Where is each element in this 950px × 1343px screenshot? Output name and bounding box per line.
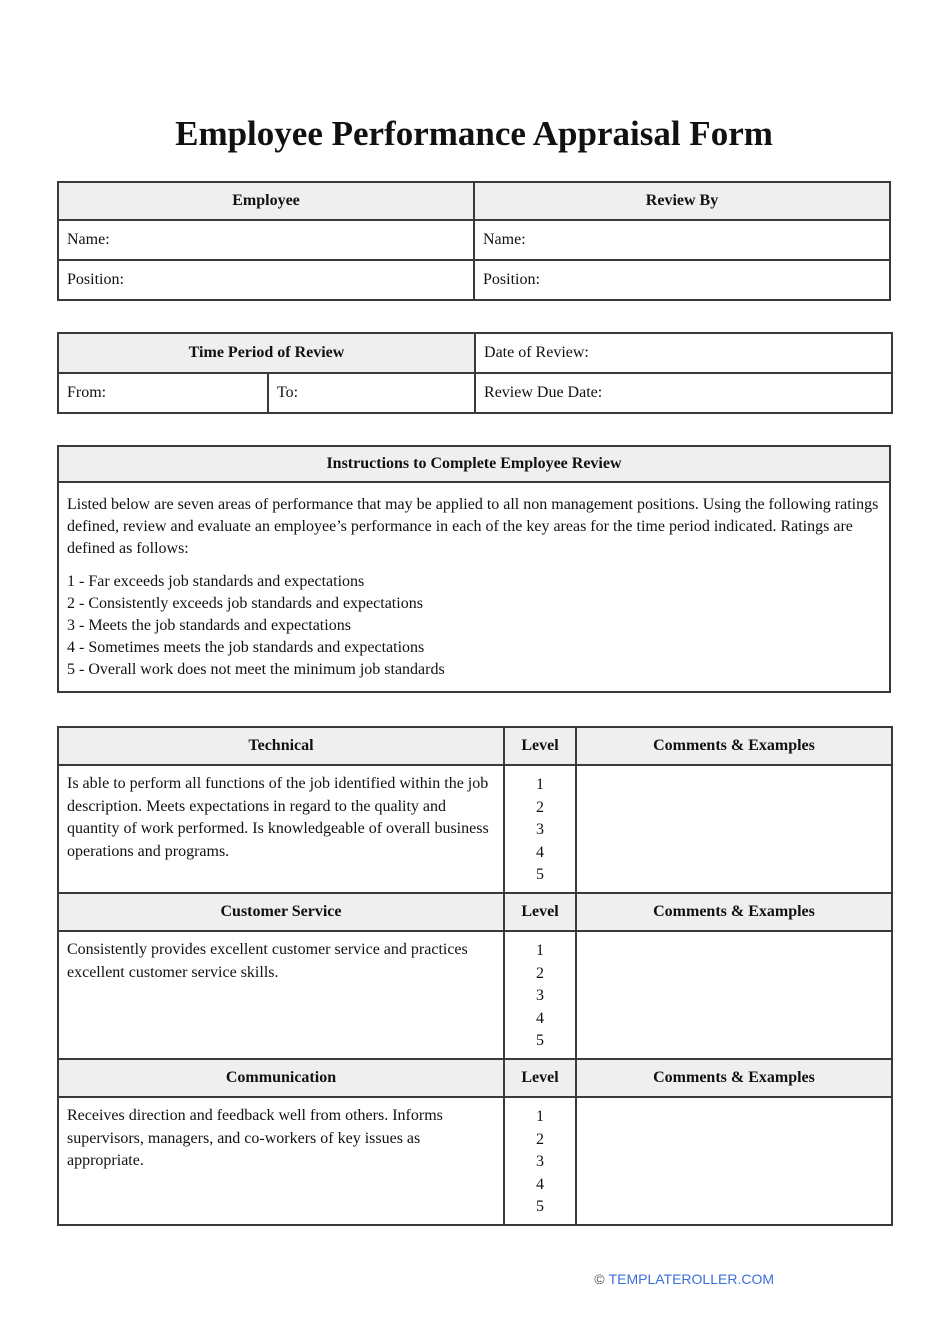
- level-option-2[interactable]: 2: [536, 1130, 544, 1148]
- level-options-communication: [504, 1097, 576, 1225]
- comments-field-customer-service[interactable]: [576, 931, 892, 1059]
- level-option-2[interactable]: 2: [536, 964, 544, 982]
- instructions-paragraph: Listed below are seven areas of performance that may be applied to all non management positions. Using the following ratings defined, review and evaluate an employee’s performance in each of the key areas for the time period indicated. Ratings are defined as follows:: [67, 496, 879, 557]
- level-option-3[interactable]: 3: [536, 821, 544, 838]
- rating-definition-2: 2 - Consistently exceeds job standards and expectations: [67, 595, 423, 612]
- review-due-date-label: Review Due Date:: [484, 384, 603, 401]
- rating-definition-4: 4 - Sometimes meets the job standards and expectations: [67, 639, 425, 656]
- reviewer-name-field[interactable]: [474, 220, 890, 260]
- level-option-4[interactable]: 4: [536, 1009, 544, 1027]
- rating-definition-3: 3 - Meets the job standards and expectations: [67, 617, 351, 634]
- level-options-customer-service: [504, 931, 576, 1059]
- section-description-customer-service: Consistently provides excellent customer service and practices excellent customer service skills.: [58, 931, 504, 1059]
- level-option-1[interactable]: 1: [536, 942, 544, 959]
- copyright-symbol: ©: [594, 1271, 605, 1287]
- level-column-header: Level: [504, 727, 576, 765]
- level-column-header: Level: [504, 893, 576, 931]
- section-title-customer-service: Customer Service: [58, 893, 504, 931]
- section-header-customer-service: [58, 893, 892, 931]
- review-due-date-field[interactable]: [475, 373, 892, 413]
- comments-column-header: Comments & Examples: [576, 893, 892, 931]
- section-title-communication: Communication: [58, 1059, 504, 1097]
- page-title: Employee Performance Appraisal Form: [175, 114, 773, 153]
- level-option-3[interactable]: 3: [536, 1153, 544, 1170]
- employee-name-field[interactable]: [58, 220, 474, 260]
- level-option-1[interactable]: 1: [536, 1108, 544, 1125]
- instructions-header: Instructions to Complete Employee Review: [59, 447, 889, 483]
- templateroller-link[interactable]: TEMPLATEROLLER.COM: [608, 1271, 774, 1287]
- time-period-header: Time Period of Review: [58, 333, 475, 373]
- from-date-field[interactable]: [58, 373, 268, 413]
- reviewer-name-label: Name:: [483, 231, 526, 248]
- level-column-header: Level: [504, 1059, 576, 1097]
- level-option-4[interactable]: 4: [536, 1175, 544, 1193]
- level-option-5[interactable]: 5: [536, 1198, 544, 1215]
- footer: [57, 1271, 774, 1287]
- to-date-field[interactable]: [268, 373, 475, 413]
- employee-position-label: Position:: [67, 271, 124, 288]
- review-by-column-header: Review By: [474, 182, 890, 220]
- table-row: [58, 220, 890, 260]
- rating-definition-1: 1 - Far exceeds job standards and expectations: [67, 573, 365, 590]
- section-header-communication: [58, 1059, 892, 1097]
- table-row: [58, 260, 890, 300]
- comments-column-header: Comments & Examples: [576, 1059, 892, 1097]
- date-of-review-field[interactable]: [475, 333, 892, 373]
- from-label: From:: [67, 384, 107, 401]
- section-body-customer-service: [58, 931, 892, 1059]
- comments-field-communication[interactable]: [576, 1097, 892, 1225]
- section-title-technical: Technical: [58, 727, 504, 765]
- instructions-box: [57, 445, 891, 693]
- employee-review-table: [57, 181, 891, 301]
- employee-position-field[interactable]: [58, 260, 474, 300]
- section-body-communication: [58, 1097, 892, 1225]
- section-description-communication: Receives direction and feedback well from others. Informs supervisors, managers, and co-workers of key issues as appropriate.: [58, 1097, 504, 1225]
- employee-table-header-row: [58, 182, 890, 220]
- comments-field-technical[interactable]: [576, 765, 892, 893]
- level-option-1[interactable]: 1: [536, 776, 544, 793]
- period-table-row-2: [58, 373, 892, 413]
- employee-column-header: Employee: [58, 182, 474, 220]
- reviewer-position-label: Position:: [483, 271, 540, 288]
- instructions-body: [59, 483, 889, 691]
- level-option-3[interactable]: 3: [536, 987, 544, 1004]
- level-option-5[interactable]: 5: [536, 866, 544, 883]
- reviewer-position-field[interactable]: [474, 260, 890, 300]
- level-option-2[interactable]: 2: [536, 798, 544, 816]
- level-option-5[interactable]: 5: [536, 1032, 544, 1049]
- level-options-technical: [504, 765, 576, 893]
- section-header-technical: [58, 727, 892, 765]
- comments-column-header: Comments & Examples: [576, 727, 892, 765]
- to-label: To:: [277, 384, 299, 401]
- performance-table: [57, 726, 893, 1226]
- rating-definition-5: 5 - Overall work does not meet the minimum job standards: [67, 661, 445, 678]
- period-table-row-1: [58, 333, 892, 373]
- employee-name-label: Name:: [67, 231, 110, 248]
- section-description-technical: Is able to perform all functions of the job identified within the job description. Meets expectations in regard to the quality and quantity of work performed. Is knowledgeable of overall business operations and programs.: [58, 765, 504, 893]
- date-of-review-label: Date of Review:: [484, 344, 589, 361]
- time-period-table: [57, 332, 893, 414]
- level-option-4[interactable]: 4: [536, 843, 544, 861]
- section-body-technical: [58, 765, 892, 893]
